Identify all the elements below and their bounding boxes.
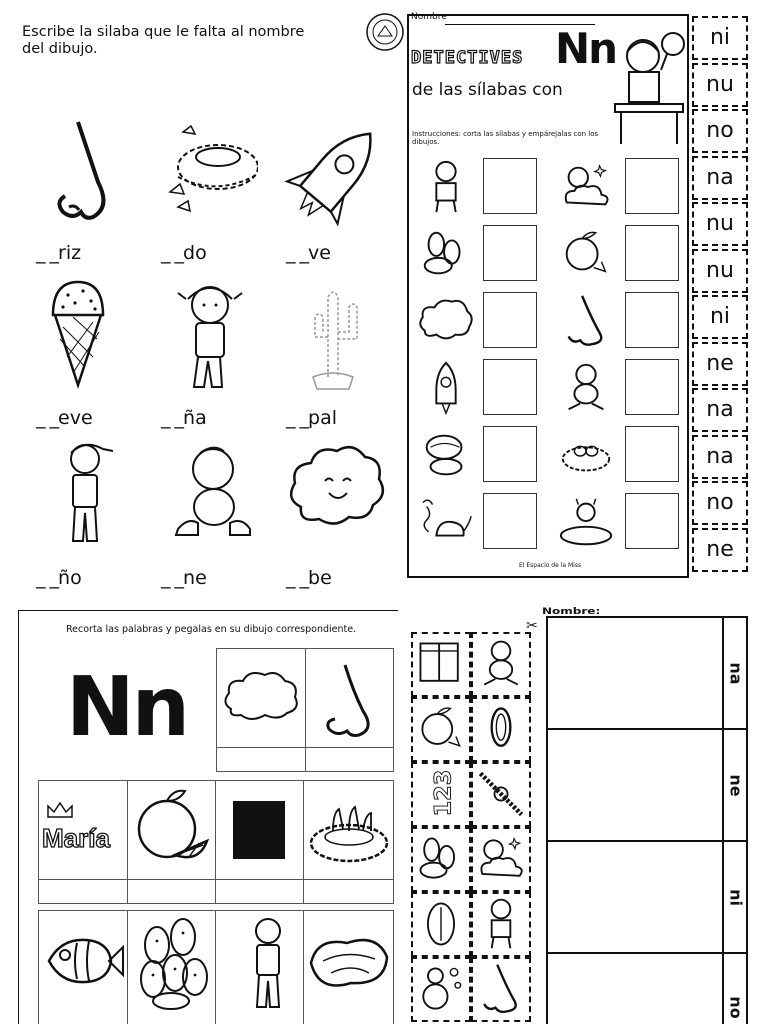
syllable-cutout[interactable]: na [692,435,748,479]
syllable-sorting-worksheet [542,606,748,1024]
nest-icon [555,426,617,484]
syllable-label: na [726,662,746,685]
paste-box[interactable] [483,292,537,348]
matching-row [415,156,685,220]
picture-cutout[interactable] [411,632,471,697]
matching-row [415,290,685,354]
picture-item [143,437,273,597]
syllable-cutout[interactable]: no [692,481,748,525]
word-blank: _ _do [161,242,207,264]
walnut-icon [415,426,477,484]
baby-icon [158,437,258,557]
paste-box[interactable] [625,359,679,415]
night-icon [555,158,617,216]
worksheet-instruction: Escribe la silaba que le falta al nombre del dibujo. [22,24,305,57]
picture-item [268,437,398,597]
girl-icon [158,277,258,397]
orange-icon [413,699,469,759]
paste-box[interactable] [483,225,537,281]
word-blank: _ _eve [36,407,93,429]
nest-icon [307,791,391,871]
boy-icon [243,915,293,1011]
baby-icon [473,634,529,694]
row-picture [415,225,477,283]
worksheet-title: DETECTIVES [411,48,524,68]
picture-cutout[interactable] [471,632,531,697]
word-blank: _ _ño [36,567,82,589]
detective-girl-icon [609,26,687,146]
syllable-label: no [726,996,746,1019]
picture-cutout[interactable] [471,957,531,1022]
swimmer-icon [555,493,617,551]
picture-cutout[interactable] [411,892,471,957]
nest-icon [158,112,258,232]
worksheet-subtitle: de las sílabas con [412,80,563,100]
word-blank: _ _ne [161,567,207,589]
missing-syllable-worksheet [0,0,400,590]
svg-text:123: 123 [430,769,457,817]
word-blank: _ _pal [286,407,338,429]
row-picture [555,493,617,551]
picture-item [143,277,273,437]
matching-row [415,424,685,488]
syllable-cutout[interactable]: nu [692,249,748,293]
syllable-cutout[interactable]: na [692,388,748,432]
syllable-cutout[interactable]: no [692,109,748,153]
syllable-cutout[interactable]: na [692,156,748,200]
paste-box[interactable] [625,426,679,482]
picture-table [216,648,394,772]
row-picture [415,426,477,484]
cactus-icon [415,225,477,283]
syllable-label: ne [726,774,746,797]
orange-icon [133,785,211,875]
cloud-icon [278,437,388,557]
nose-icon [473,959,529,1019]
word-blank: _ _be [286,567,332,589]
night-icon [473,829,529,889]
paste-box[interactable] [483,493,537,549]
walnut-icon [307,929,391,995]
rope-icon [473,764,529,824]
notebook-icon [413,634,469,694]
paste-box[interactable] [625,493,679,549]
paste-box[interactable] [483,158,537,214]
picture-item [268,112,398,272]
maria-label: María [42,823,110,853]
row-picture [555,359,617,417]
row-picture [415,292,477,350]
rocket-icon [283,112,383,232]
syllable-cutout[interactable]: ne [692,528,748,572]
picture-item [268,277,398,437]
snowman-icon [413,959,469,1019]
picture-cutout[interactable] [411,762,471,827]
row-picture [555,158,617,216]
letter-heading: Nn [66,660,188,755]
matching-row [415,491,685,555]
worksheet-instructions: Instrucciones: corta las sílabas y empárejalas con los dibujos. [412,130,599,146]
fish-icon [43,921,125,1001]
scissors-icon: ✂ [526,618,538,634]
boy-icon [473,894,529,954]
picture-cutout[interactable] [411,697,471,762]
letter-heading: Nn [555,24,617,73]
row-picture [555,292,617,350]
ring-icon [473,699,529,759]
row-picture [415,158,477,216]
picture-cutout-strip [411,632,531,1024]
ice-cream-icon [33,277,133,397]
picture-cutout[interactable] [471,827,531,892]
picture-item [18,277,148,437]
cloud-icon [415,292,477,350]
cloud-icon [221,667,301,727]
paste-box[interactable] [625,225,679,281]
name-label: Nombre [411,12,447,22]
cactus-icon [283,277,383,397]
paste-box[interactable] [625,292,679,348]
name-label: Nombre: [542,606,601,616]
syllable-cutout[interactable]: ni [692,295,748,339]
cactus-icon [413,829,469,889]
picture-item [143,112,273,272]
paste-box[interactable] [625,158,679,214]
syllable-cutout[interactable]: nu [692,202,748,246]
paste-box[interactable] [483,359,537,415]
paste-box[interactable] [483,426,537,482]
detectives-worksheet [407,14,689,578]
word-blank: _ _ña [161,407,207,429]
row-picture [555,426,617,484]
word-blank: _ _riz [36,242,82,264]
picture-table [38,780,394,904]
crown-icon [45,801,75,819]
snail-icon [415,493,477,551]
syllable-cutout[interactable]: nu [692,63,748,107]
matching-row [415,223,685,287]
school-seal-icon [365,12,405,52]
picture-cutout[interactable] [411,957,471,1022]
picture-item [18,112,148,272]
picture-cutout[interactable] [411,827,471,892]
picture-cutout[interactable] [471,892,531,957]
word-cutout-worksheet [18,610,398,1024]
notebook-icon [233,801,285,859]
nose-icon [555,292,617,350]
worksheet-instruction: Recorta las palabras y pegalas en su dibujo correspondiente. [66,624,357,635]
numbers-icon [413,764,469,824]
syllable-cutout[interactable]: ni [692,16,748,60]
picture-cutout[interactable] [471,697,531,762]
picture-item [18,437,148,597]
picture-cutout[interactable] [471,762,531,827]
boy-icon [33,437,133,557]
nose-icon [317,661,387,741]
nose-icon [33,112,133,232]
syllable-label: ni [726,889,746,906]
row-picture [415,359,477,417]
picture-table [38,910,394,1024]
cactus-icon [135,915,213,1011]
footer-credit: El Espacio de la Miss [519,562,582,569]
boy-icon [415,158,477,216]
syllable-cutout[interactable]: ne [692,342,748,386]
nut-icon [413,894,469,954]
word-blank: _ _ve [286,242,331,264]
baby-icon [555,359,617,417]
row-picture [555,225,617,283]
matching-row [415,357,685,421]
orange-icon [555,225,617,283]
row-picture [415,493,477,551]
rocket-icon [415,359,477,417]
